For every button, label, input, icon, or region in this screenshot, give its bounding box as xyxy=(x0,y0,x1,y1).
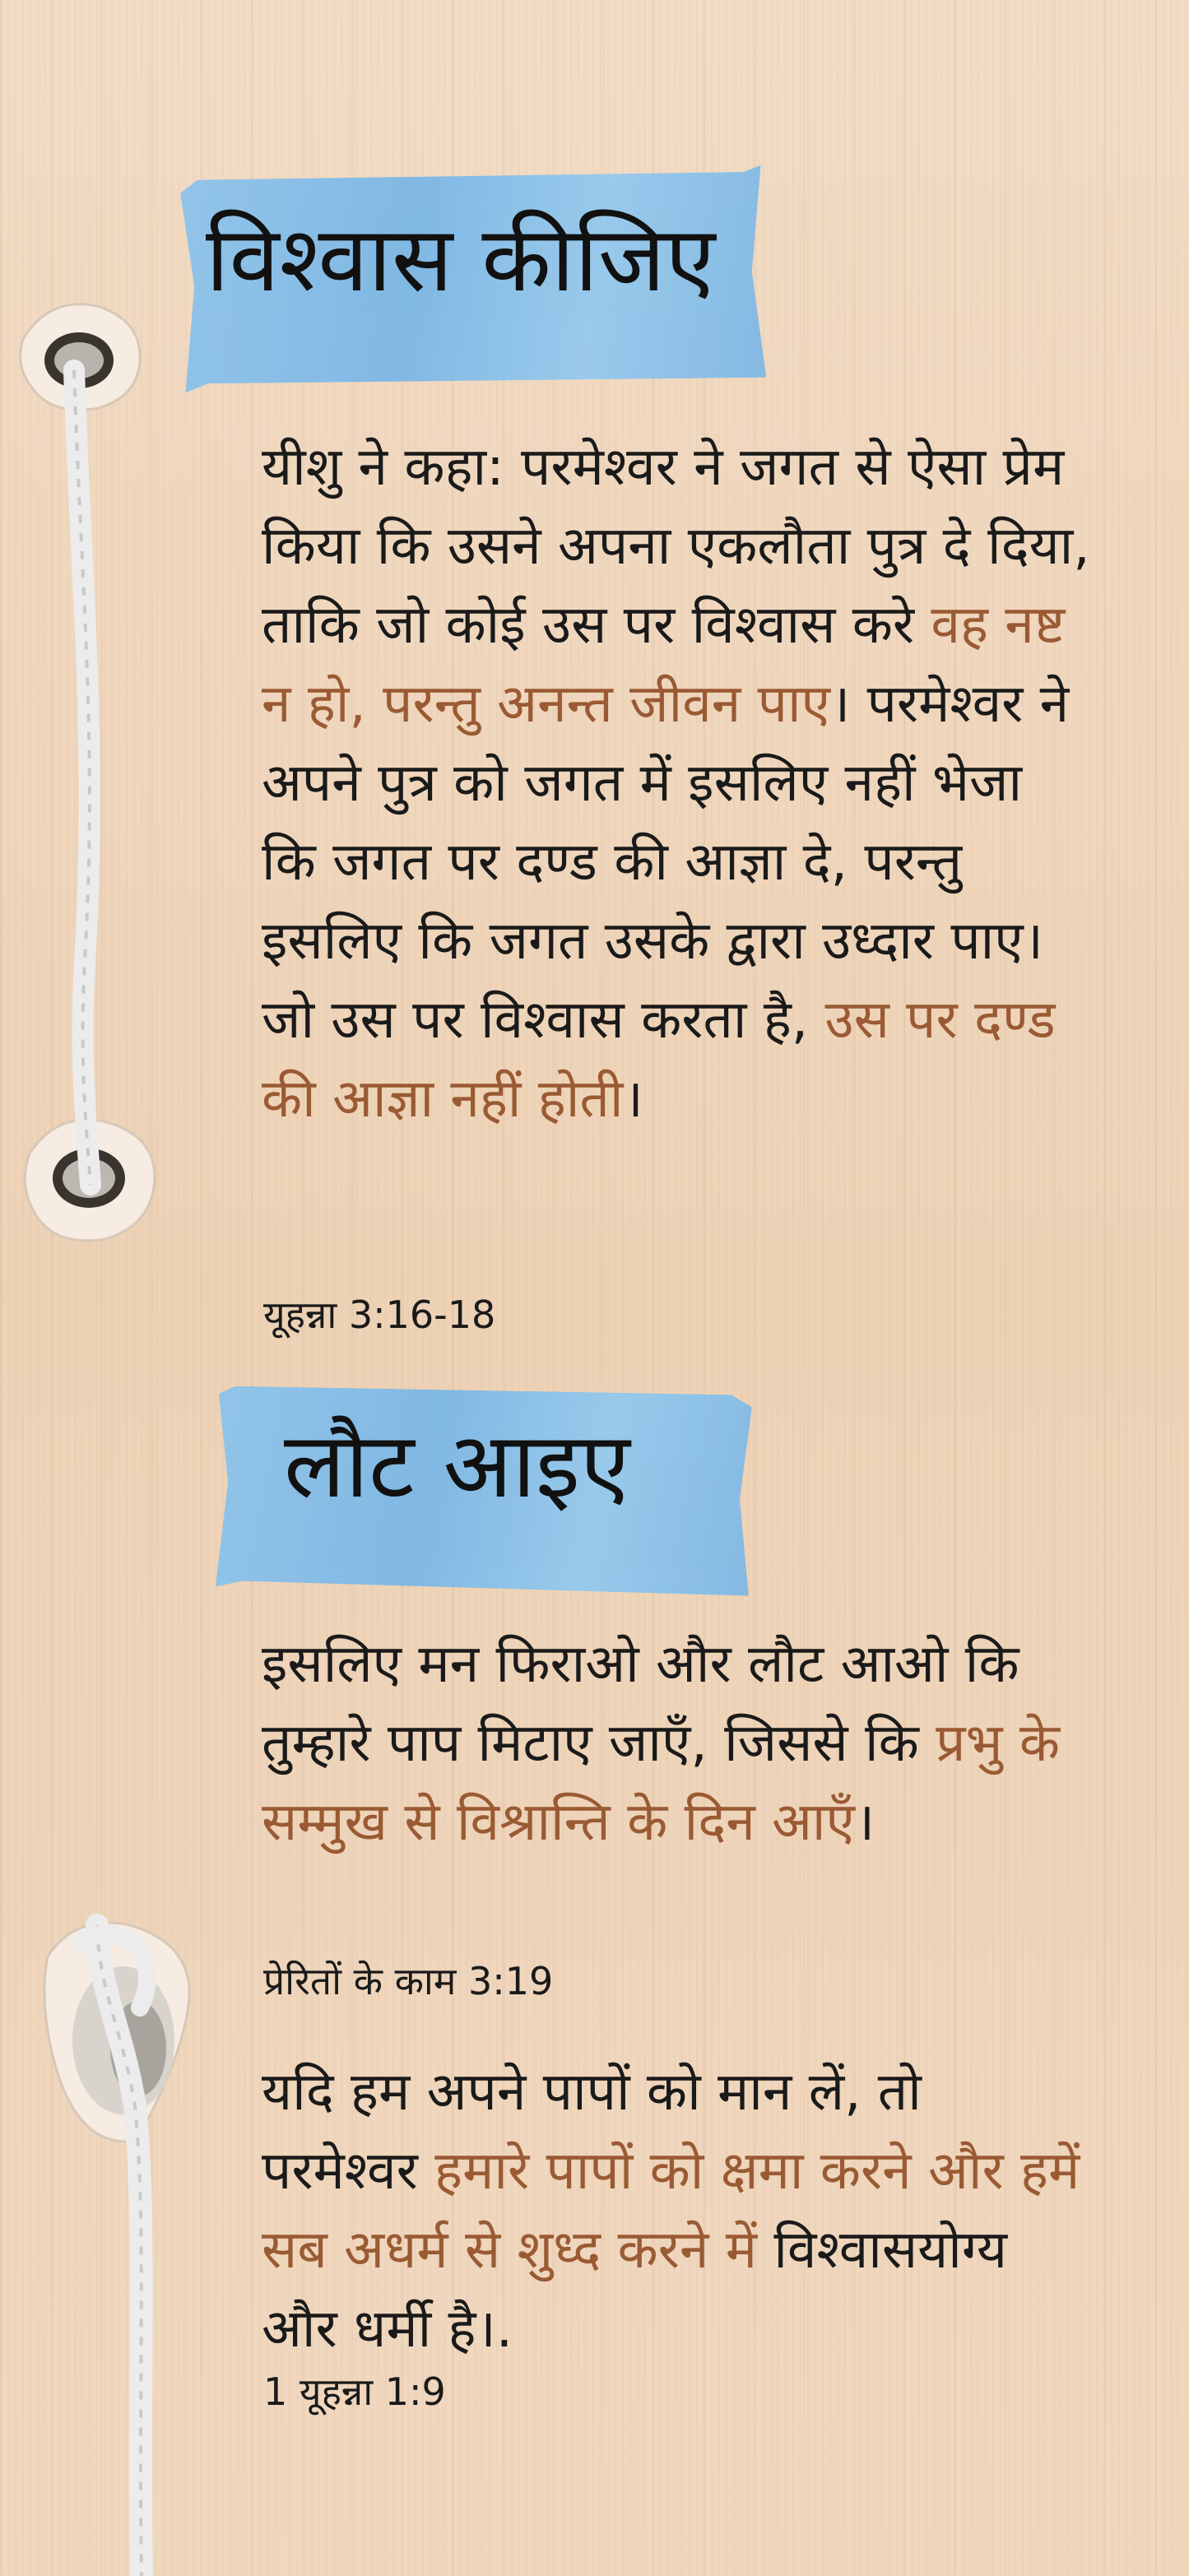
passage-highlight: उस पर दण्ड की आज्ञा नहीं होती xyxy=(262,990,1056,1130)
passage-text: यीशु ने कहा: परमेश्वर ने जगत से ऐसा प्रेम किया कि उसने अपना एकलौता पुत्र दे दिया, ताकि जो कोई उस पर विश्वास करे xyxy=(262,437,1090,656)
passage-highlight: वह नष्ट न हो, परन्तु अनन्त जीवन पाए xyxy=(262,595,1066,735)
passage-text: इसलिए मन फिराओ और लौट आओ कि तुम्हारे पाप मिटाए जाएँ, जिससे कि xyxy=(262,1634,1019,1774)
string-strand-upper xyxy=(74,370,91,1185)
section-heading-believe: विश्वास कीजिए xyxy=(206,207,716,312)
scripture-reference-john: यूहन्ना 3:16-18 xyxy=(263,1293,496,1337)
passage-text: । परमेश्वर ने अपने पुत्र को जगत में इसलिए नहीं भेजा कि जगत पर दण्ड की आज्ञा दे, परन्तु इसलिए कि जगत उसके द्वारा उध्दार पाए। जो उस पर विश्वास करता है, xyxy=(262,674,1070,1051)
passage-text: । xyxy=(854,1792,875,1853)
scripture-passage-acts xyxy=(262,1625,1093,1862)
passage-highlight: हमारे पापों को क्षमा करने और हमें सब अधर्म से शुध्द करने में xyxy=(262,2141,1080,2281)
scripture-passage-1john xyxy=(262,2053,1093,2369)
passage-text: विश्वासयोग्य और धर्मी है।. xyxy=(262,2220,1007,2360)
scripture-reference-1john: 1 यूहन्ना 1:9 xyxy=(263,2369,446,2414)
passage-text: । xyxy=(623,1069,643,1130)
passage-highlight: प्रभु के सम्मुख से विश्रान्ति के दिन आएँ xyxy=(262,1713,1060,1853)
binding-string-decoration xyxy=(0,0,263,2576)
scripture-passage-john xyxy=(262,428,1093,1139)
section-heading-return: लौट आइए xyxy=(284,1413,630,1518)
scripture-reference-acts: प्रेरितों के काम 3:19 xyxy=(263,1959,554,2003)
passage-text: यदि हम अपने पापों को मान लें, तो परमेश्वर xyxy=(262,2062,922,2202)
